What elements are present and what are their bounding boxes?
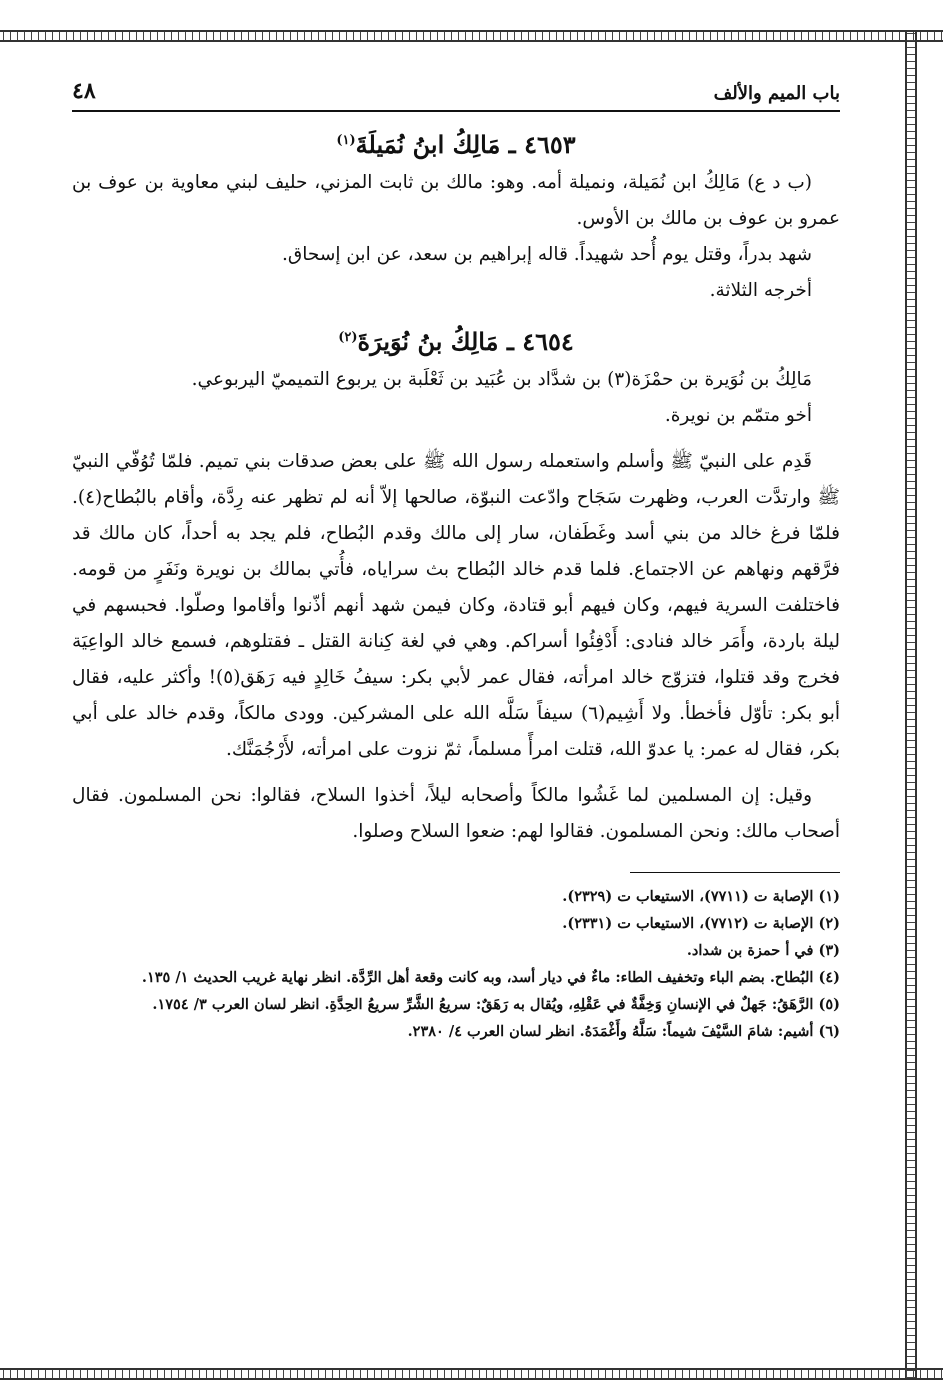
entry-paragraph: مَالِكُ بن نُوَيرة بن حمْزَة(٣) بن شدَّاد بن عُبَيد بن ثَعْلَبة بن يربوع التميميّ اليربوعي. xyxy=(191,369,812,390)
entry-title: ٤٦٥٣ ـ مَالِكُ ابنُ نُمَيلَةَ xyxy=(355,130,576,159)
footnote: (٣) في أ حمزة بن شداد. xyxy=(686,942,840,959)
entry-paragraph: أخرجه الثلاثة. xyxy=(709,280,812,301)
page-number: ٤٨ xyxy=(72,78,96,104)
entry-paragraph: شهد بدراً، وقتل يوم أُحد شهيداً. قاله إبراهيم بن سعد، عن ابن إسحاق. xyxy=(282,244,812,265)
chapter-title: باب الميم والألف xyxy=(713,83,840,104)
footnote: (٥) الرَّهَقُ: جَهلٌ في الإنسانِ وَخِفَّةٌ في عَقْلِهِ، ويُقال به رَهَقٌ: سريعُ الشَّرِّ سريعُ الحِدَّةِ. انظر لسان العرب ٣/ ١٧٥٤. xyxy=(152,996,840,1013)
footnote: (٢) الإصابة ت (٧٧١٢)، الاستيعاب ت (٢٣٣١). xyxy=(562,915,840,932)
entry-title: ٤٦٥٤ ـ مَالِكُ بنُ نُوَيرَةَ xyxy=(357,327,574,356)
footnote-marker: (٢) xyxy=(338,330,358,345)
bottom-border-ornament xyxy=(0,1368,943,1380)
side-border-ornament xyxy=(905,30,917,1380)
top-border-ornament xyxy=(0,30,943,42)
footnote: (٦) أشيم: شامَ السَّيْفَ شيماً: سَلَّهُ وأَغْمَدَهُ. انظر لسان العرب ٤/ ٢٣٨٠. xyxy=(407,1023,840,1040)
entry-heading xyxy=(72,327,840,356)
page-content xyxy=(72,78,840,1045)
footnote: (١) الإصابة ت (٧٧١١)، الاستيعاب ت (٢٣٢٩). xyxy=(562,888,840,905)
running-header xyxy=(72,78,840,112)
footnote: (٤) البُطاح. بضم الباء وتخفيف الطاء: ماءٌ في ديار أسد، وبه كانت وقعة أهل الرِّدَّة. انظر نهاية غريب الحديث ١/ ١٣٥. xyxy=(141,969,840,986)
entry-paragraph: قَدِم على النبيّ ﷺ وأسلم واستعمله رسول الله ﷺ على بعض صدقات بني تميم. فلمّا تُوُفّي النبيّ ﷺ وارتدَّت العرب، وظهرت سَجَاح وادّعت النبوّة، صالحها إلاّ أنه لم تظهر عنه رِدَّة، وأقام بالبُطاح(٤). فلمّا فرغ خالد من بني أسد وغَطَفان، سار إلى مالك وقدم البُطاح، فلم يجد به أحداً، كان مالك قد فرَّقهم ونهاهم عن الاجتماع. فلما قدم خالد البُطاح بث سراياه، فأُتي بمالك بن نويرة ونَفَرٍ من قومه. فاختلفت السرية فيهم، وكان فيهم أبو قتادة، وكان فيمن شهد أنهم أذّنوا وأقاموا وصلّوا. فحبسهم في ليلة باردة، وأَمَر خالد فنادى: أَدْفِئُوا أسراكم. وهي في لغة كِنانة القتل ـ فقتلوهم، فسمع خالد الواعِيَة فخرج وقد قتلوا، فتزوّج خالد امرأته، فقال عمر لأبي بكر: سيفُ خَالِدٍ فيه رَهَق(٥)! وأكثر عليه، فقال أبو بكر: تأوّل فأخطأ. ولا أَشِيم(٦) سيفاً سَلَّه الله على المشركين. وودى مالكاً، وقدم خالد على أبي بكر، فقال له عمر: يا عدوّ الله، قتلت امرأً مسلماً، ثمّ نزوت على امرأته، لأَرْجُمَنَّك. xyxy=(72,451,841,760)
entry-heading xyxy=(72,130,840,159)
entry-paragraph: وقيل: إن المسلمين لما غَشُوا مالكاً وأصحابه ليلاً، أخذوا السلاح، فقالوا: نحن المسلمون. فقال أصحاب مالك: ونحن المسلمون. فقالوا لهم: ضعوا السلاح وصلوا. xyxy=(72,785,840,842)
footnote-marker: (١) xyxy=(336,133,356,148)
footnotes xyxy=(72,883,840,1045)
entry-paragraph: أخو متمّم بن نويرة. xyxy=(664,405,812,426)
footnote-separator xyxy=(630,872,840,873)
entry-paragraph: (ب د ع) مَالِكُ ابن نُمَيلة، ونميلة أمه. وهو: مالك بن ثابت المزني، حليف لبني معاوية بن عوف بن عمرو بن عوف بن مالك بن الأوس. xyxy=(72,172,840,229)
